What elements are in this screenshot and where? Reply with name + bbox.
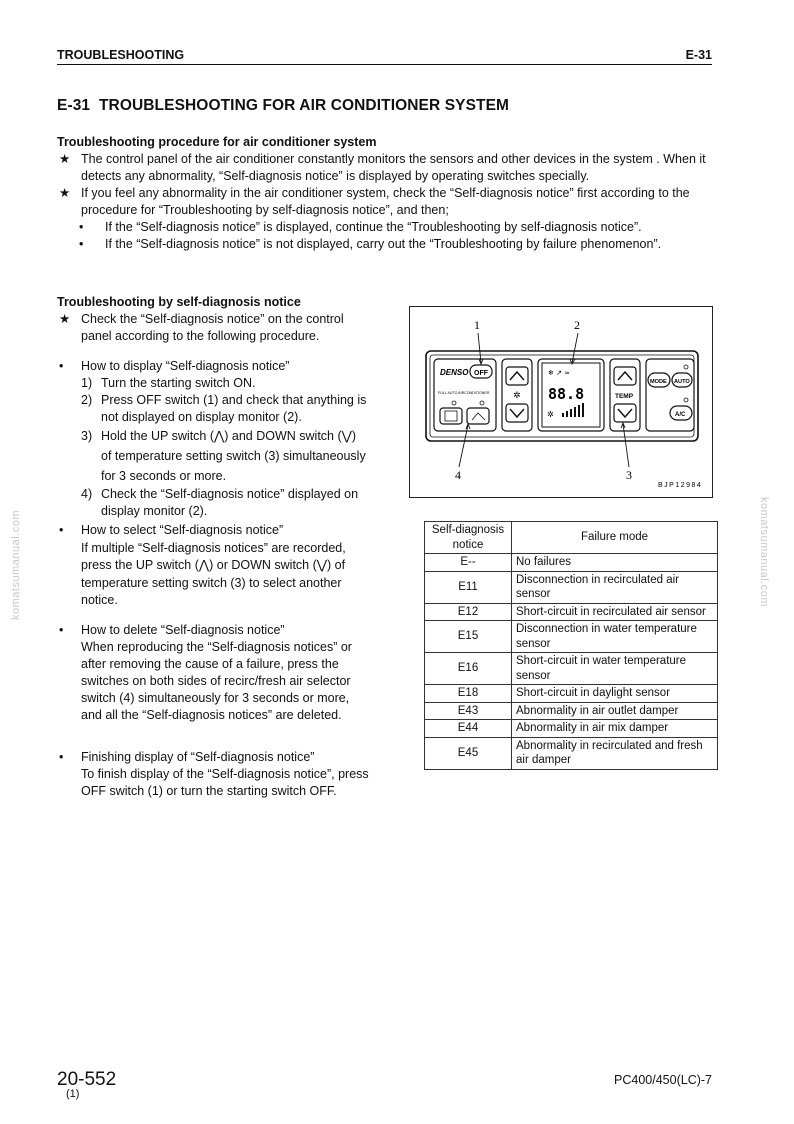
- auto-label: AUTO: [674, 379, 690, 385]
- failure-mode-cell: Abnormality in air outlet damper: [512, 702, 718, 720]
- finish-text: To finish display of the “Self-diagnosis notice”, press OFF switch (1) or turn the starting switch OFF.: [81, 767, 369, 798]
- delete-title: How to delete “Self-diagnosis notice”: [81, 623, 285, 637]
- notice-code-cell: E12: [425, 603, 512, 621]
- page-revision: (1): [66, 1088, 80, 1100]
- page-title: E-31 TROUBLESHOOTING FOR AIR CONDITIONER SYSTEM: [57, 97, 510, 114]
- procedure-subitem-2-text: If the “Self-diagnosis notice” is not displayed, carry out the “Troubleshooting by failure phenomenon”.: [105, 237, 662, 251]
- delete-section: [57, 622, 369, 724]
- notice-code-cell: E15: [425, 621, 512, 653]
- off-switch-label: OFF: [474, 370, 488, 377]
- select-text: If multiple “Self-diagnosis notices” are recorded, press the UP switch (⋀) or DOWN switch (⋁) of temperature setting switch (3) to select another notice.: [81, 540, 346, 607]
- notice-code-cell: E11: [425, 571, 512, 603]
- table-row: [425, 621, 718, 653]
- procedure-subitem-1-text: If the “Self-diagnosis notice” is displayed, continue the “Troubleshooting by self-diagnosis notice”.: [105, 220, 642, 234]
- display-mode-icons: ❄ ↗ ≈: [548, 369, 571, 377]
- page-number: 20-552: [57, 1069, 117, 1090]
- control-panel-diagram: [409, 306, 713, 498]
- self-diag-intro-text: Check the “Self-diagnosis notice” on the control panel according to the following procedure.: [81, 312, 344, 343]
- procedure-item-1: [57, 151, 717, 185]
- self-diag-heading: Troubleshooting by self-diagnosis notice: [57, 295, 301, 309]
- control-panel-illustration: [410, 307, 712, 497]
- display-title: How to display “Self-diagnosis notice”: [81, 359, 290, 373]
- procedure-item-2-text: If you feel any abnormality in the air conditioner system, check the “Self-diagnosis notice” first according to the procedure for “Troubleshooting by self-diagnosis notice”, and then;: [81, 186, 690, 217]
- table-row: [425, 571, 718, 603]
- self-diag-intro: [57, 311, 369, 345]
- step-number: 1): [81, 376, 93, 390]
- step-text: Press OFF switch (1) and check that anything is not displayed on display monitor (2).: [101, 393, 367, 424]
- display-step-2: [81, 392, 369, 426]
- fresh-air-switch: [467, 408, 489, 424]
- failure-mode-cell: Short-circuit in water temperature sensor: [512, 653, 718, 685]
- temp-down-switch: [614, 404, 636, 422]
- display-section: [57, 358, 369, 520]
- model-number: PC400/450(LC)-7: [614, 1073, 712, 1087]
- failure-mode-table-wrap: [424, 521, 718, 770]
- table-row: [425, 737, 718, 769]
- display-step-4: [81, 486, 369, 520]
- notice-code-cell: E--: [425, 554, 512, 572]
- notice-code-cell: E16: [425, 653, 512, 685]
- panel-strip-text: FULL AUTO AIRCONDITIONER: [438, 391, 490, 395]
- failure-mode-cell: No failures: [512, 554, 718, 572]
- table-row: [425, 603, 718, 621]
- step-number: 3): [81, 429, 93, 443]
- failure-mode-cell: Short-circuit in recirculated air sensor: [512, 603, 718, 621]
- table-row: [425, 685, 718, 703]
- col-header-code: Self-diagnosis notice: [425, 522, 512, 554]
- table-row: [425, 554, 718, 572]
- bullet-mark: •: [59, 523, 64, 537]
- callout-2: 2: [574, 318, 580, 332]
- figure-code: BJP12984: [658, 482, 703, 489]
- callout-3: 3: [626, 468, 632, 482]
- callout-4: 4: [455, 468, 461, 482]
- notice-code-cell: E44: [425, 720, 512, 738]
- mode-label: MODE: [650, 379, 667, 385]
- ac-label: A/C: [675, 412, 686, 418]
- table-row: [425, 720, 718, 738]
- display-monitor-digits: 88.8: [548, 385, 585, 403]
- bullet-mark: •: [59, 623, 64, 637]
- header-rule: [57, 64, 712, 65]
- delete-text: When reproducing the “Self-diagnosis notices” or after removing the cause of a failure, press the switches on both sides of recirc/fresh air selector switch (4) simultaneously for 3 seconds or more, and all the “Self-diagnosis notices” are deleted.: [81, 640, 352, 722]
- star-mark: ★: [59, 312, 71, 326]
- notice-code-cell: E18: [425, 685, 512, 703]
- finish-title: Finishing display of “Self-diagnosis notice”: [81, 750, 315, 764]
- table-header-row: [425, 522, 718, 554]
- failure-mode-cell: Abnormality in air mix damper: [512, 720, 718, 738]
- fan-icon: ✲: [513, 391, 521, 401]
- notice-code-cell: E45: [425, 737, 512, 769]
- running-header-section: TROUBLESHOOTING: [57, 48, 185, 62]
- step-number: 2): [81, 393, 93, 407]
- notice-code-cell: E43: [425, 702, 512, 720]
- failure-mode-rows: [425, 554, 718, 770]
- col-header-mode: Failure mode: [512, 522, 718, 554]
- brand-logo: DENSO: [440, 368, 469, 377]
- temp-label: TEMP: [615, 393, 634, 400]
- callout-1: 1: [474, 318, 480, 332]
- fan-up-switch: [506, 367, 528, 385]
- procedure-subitem-2: [57, 236, 717, 253]
- procedure-heading: Troubleshooting procedure for air conditioner system: [57, 135, 377, 149]
- recirc-switch: [440, 408, 462, 424]
- table-row: [425, 702, 718, 720]
- fan-down-switch: [506, 404, 528, 422]
- bullet-mark: •: [59, 359, 64, 373]
- failure-mode-cell: Abnormality in recirculated and fresh air damper: [512, 737, 718, 769]
- running-header-code: E-31: [685, 48, 712, 62]
- step-number: 4): [81, 487, 93, 501]
- watermark-left: komatsumanual.com: [10, 510, 22, 620]
- star-mark: ★: [59, 152, 71, 166]
- display-fan-icon: ✲: [547, 410, 554, 419]
- finish-section: [57, 749, 369, 800]
- failure-mode-cell: Short-circuit in daylight sensor: [512, 685, 718, 703]
- procedure-item-2: [57, 185, 717, 219]
- procedure-item-1-text: The control panel of the air conditioner constantly monitors the sensors and other devices in the system . When it detects any abnormality, “Self-diagnosis notice” is displayed by operating switches specially.: [81, 152, 706, 183]
- table-row: [425, 653, 718, 685]
- step-text: Check the “Self-diagnosis notice” displayed on display monitor (2).: [101, 487, 359, 518]
- select-section: [57, 522, 369, 610]
- display-step-3: [81, 426, 369, 486]
- failure-mode-table: [424, 521, 718, 770]
- step-text: Hold the UP switch (⋀) and DOWN switch (⋁) of temperature setting switch (3) simultaneously for 3 seconds or more.: [101, 429, 366, 483]
- step-text: Turn the starting switch ON.: [101, 376, 256, 390]
- select-title: How to select “Self-diagnosis notice”: [81, 523, 284, 537]
- temp-up-switch: [614, 367, 636, 385]
- bullet-mark: •: [79, 237, 84, 251]
- failure-mode-cell: Disconnection in water temperature sensor: [512, 621, 718, 653]
- failure-mode-cell: Disconnection in recirculated air sensor: [512, 571, 718, 603]
- display-step-1: [81, 375, 369, 392]
- watermark-right: komatsumanual.com: [758, 497, 770, 607]
- procedure-list: [57, 151, 717, 253]
- bullet-mark: •: [59, 750, 64, 764]
- procedure-subitem-1: [57, 219, 717, 236]
- bullet-mark: •: [79, 220, 84, 234]
- star-mark: ★: [59, 186, 71, 200]
